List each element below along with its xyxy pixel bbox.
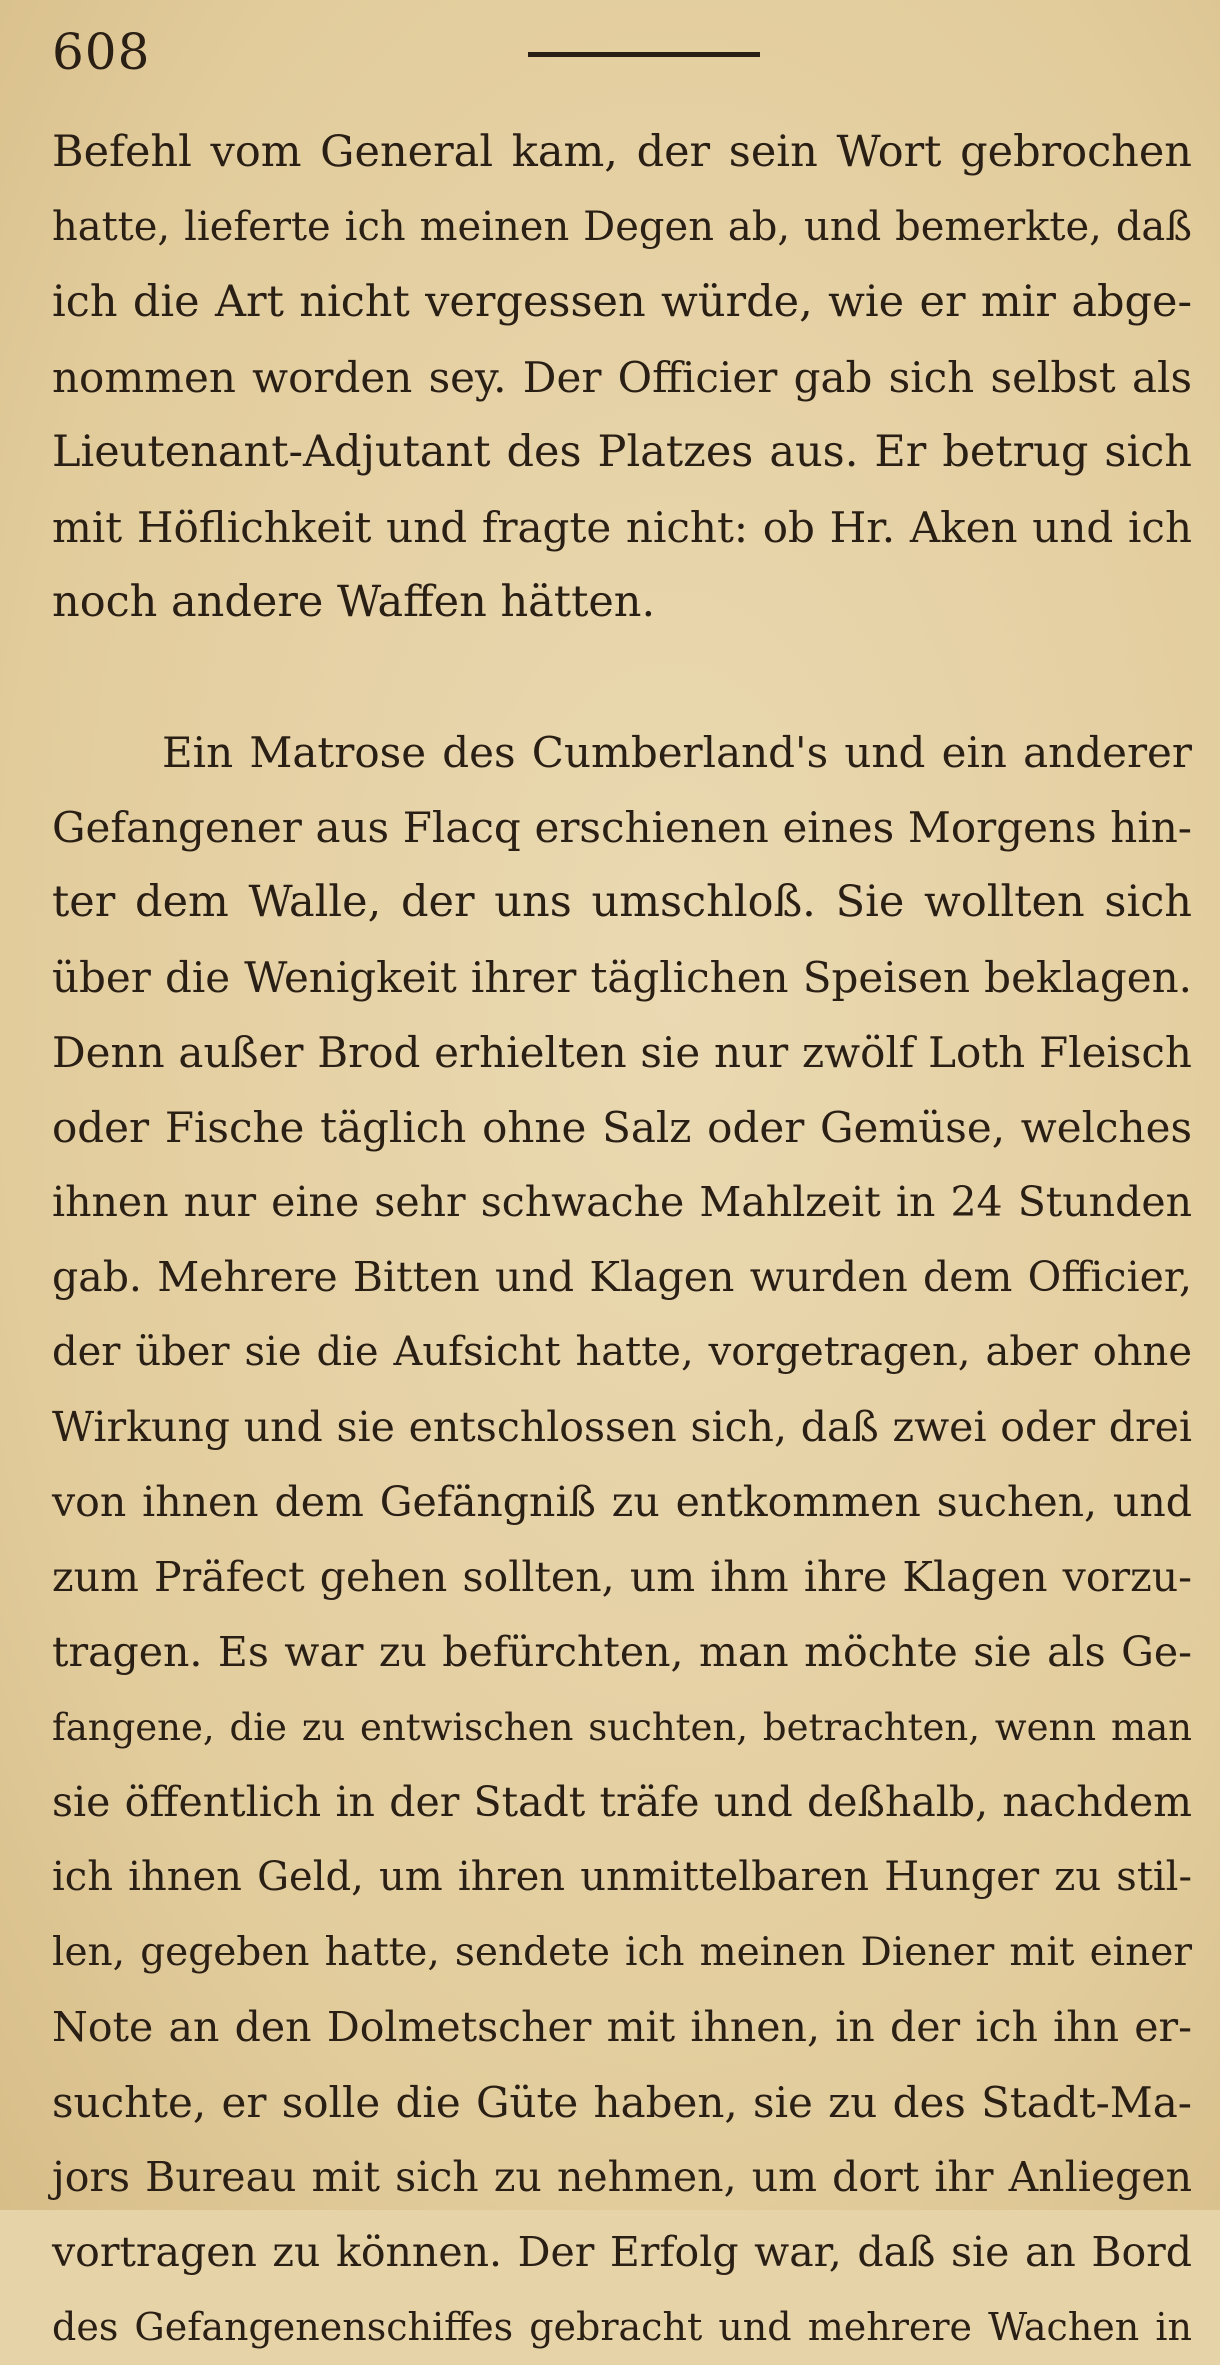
text-line: jors Bureau mit sich zu nehmen, um dort ihr Anliegen (52, 2153, 1192, 2201)
text-line: Lieutenant-Adjutant des Platzes aus. Er betrug sich (52, 427, 1192, 477)
text-line: von ihnen dem Gefängniß zu entkommen suchen, und (52, 1478, 1192, 1526)
text-line: mit Höflichkeit und fragte nicht: ob Hr. Aken und ich (52, 503, 1192, 552)
text-line: Note an den Dolmetscher mit ihnen, in der ich ihn er- (52, 2003, 1192, 2051)
header-rule (528, 52, 760, 57)
text-line: Ein Matrose des Cumberland's und ein anderer (162, 728, 1192, 777)
text-line: ich ihnen Geld, um ihren unmittelbaren Hunger zu stil- (52, 1854, 1192, 1900)
text-line: der über sie die Aufsicht hatte, vorgetragen, aber ohne (52, 1329, 1192, 1375)
text-line: ter dem Walle, der uns umschloß. Sie wollten sich (52, 877, 1192, 927)
text-line: nommen worden sey. Der Officier gab sich selbst als (52, 353, 1192, 402)
text-line: zum Präfect gehen sollten, um ihm ihre Klagen vorzu- (52, 1553, 1192, 1601)
paragraph-2 (52, 715, 1192, 2365)
text-line: Gefangener aus Flacq erschienen eines Morgens hin- (52, 803, 1192, 852)
paragraph-1 (52, 115, 1192, 640)
text-line: hatte, lieferte ich meinen Degen ab, und bemerkte, daß (52, 204, 1192, 250)
text-line: suchte, er solle die Güte haben, sie zu des Stadt-Ma- (52, 2078, 1192, 2127)
paragraph-gap (52, 640, 1192, 715)
text-line: gab. Mehrere Bitten und Klagen wurden dem Officier, (52, 1253, 1192, 1301)
text-line: vortragen zu können. Der Erfolg war, daß sie an Bord (52, 2228, 1192, 2276)
text-line: Befehl vom General kam, der sein Wort gebrochen (52, 127, 1192, 177)
text-line: oder Fische täglich ohne Salz oder Gemüse, welches (52, 1103, 1192, 1152)
text-line: len, gegeben hatte, sendete ich meinen Diener mit einer (52, 1930, 1192, 1975)
text-line: fangene, die zu entwischen suchten, betrachten, wenn man (52, 1706, 1192, 1749)
text-line: über die Wenigkeit ihrer täglichen Speisen beklagen. (52, 953, 1192, 1002)
text-line: des Gefangenenschiffes gebracht und mehrere Wachen in (52, 2305, 1192, 2349)
text-line: sie öffentlich in der Stadt träfe und deßhalb, nachdem (52, 1778, 1192, 1826)
text-line: tragen. Es war zu befürchten, man möchte sie als Ge- (52, 1628, 1192, 1676)
body-text (52, 115, 1192, 2365)
text-line: ich die Art nicht vergessen würde, wie er mir abge- (52, 277, 1192, 327)
text-line: Denn außer Brod erhielten sie nur zwölf Loth Fleisch (52, 1028, 1192, 1077)
text-line: Wirkung und sie entschlossen sich, daß zwei oder drei (52, 1403, 1192, 1451)
text-line: ihnen nur eine sehr schwache Mahlzeit in 24 Stunden (52, 1178, 1192, 1226)
page-number: 608 (52, 23, 151, 81)
text-line: noch andere Waffen hätten. (52, 577, 656, 627)
